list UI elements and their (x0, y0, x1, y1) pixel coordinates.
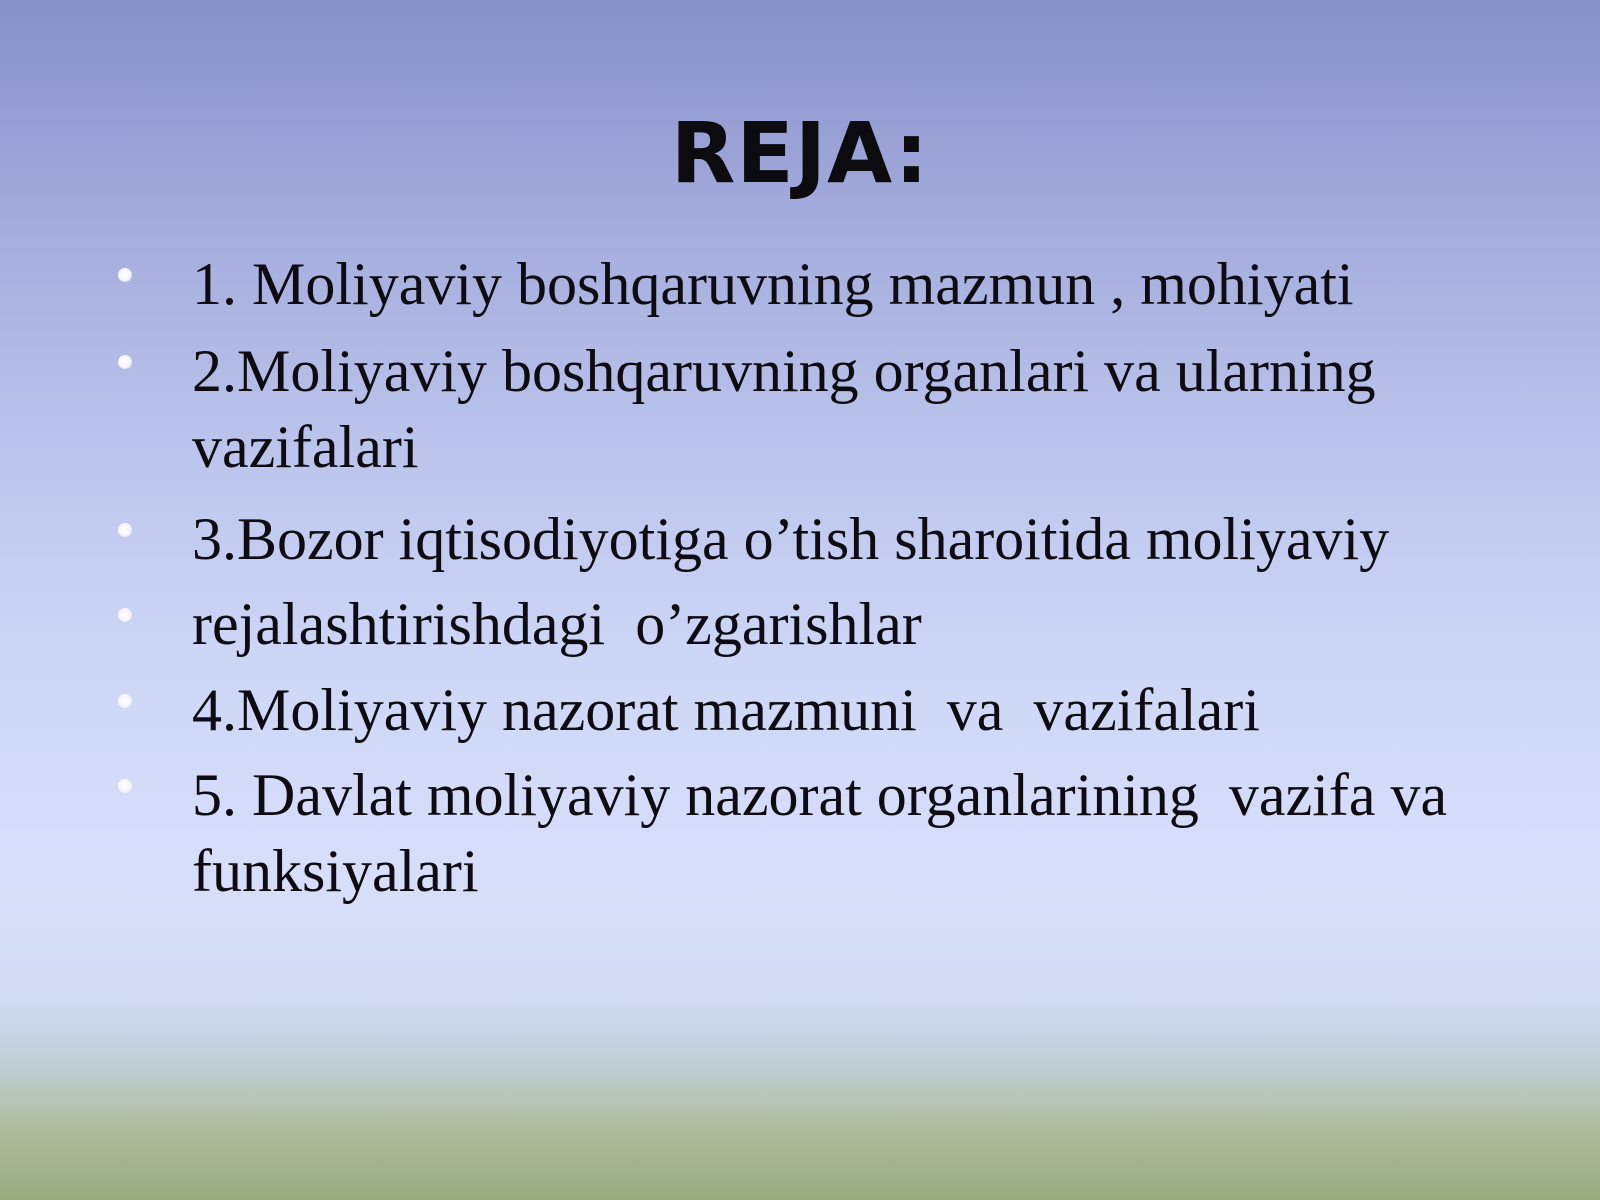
agenda-item-text: 3.Bozor iqtisodiyotiga o’tish sharoitida moliyaviy (192, 506, 1390, 572)
bullet-dot-icon (118, 608, 132, 622)
bullet-dot-icon (118, 523, 132, 537)
bullet-dot-icon (118, 694, 132, 708)
agenda-item-text: 2.Moliyaviy boshqaruvning organlari va ularning vazifalari (192, 338, 1391, 480)
bullet-dot-icon (118, 355, 132, 369)
bullet-dot-icon (118, 779, 132, 793)
agenda-item-text: 5. Davlat moliyaviy nazorat organlarining vazifa va funksiyalari (192, 762, 1463, 904)
slide-title: REJA: (670, 104, 930, 202)
agenda-item-text: 1. Moliyaviy boshqaruvning mazmun , mohiyati (192, 251, 1354, 317)
agenda-item-text: 4.Moliyaviy nazorat mazmuni va vazifalari (192, 677, 1260, 743)
bullet-dot-icon (118, 268, 132, 282)
agenda-item-text: rejalashtirishdagi o’zgarishlar (192, 591, 922, 657)
